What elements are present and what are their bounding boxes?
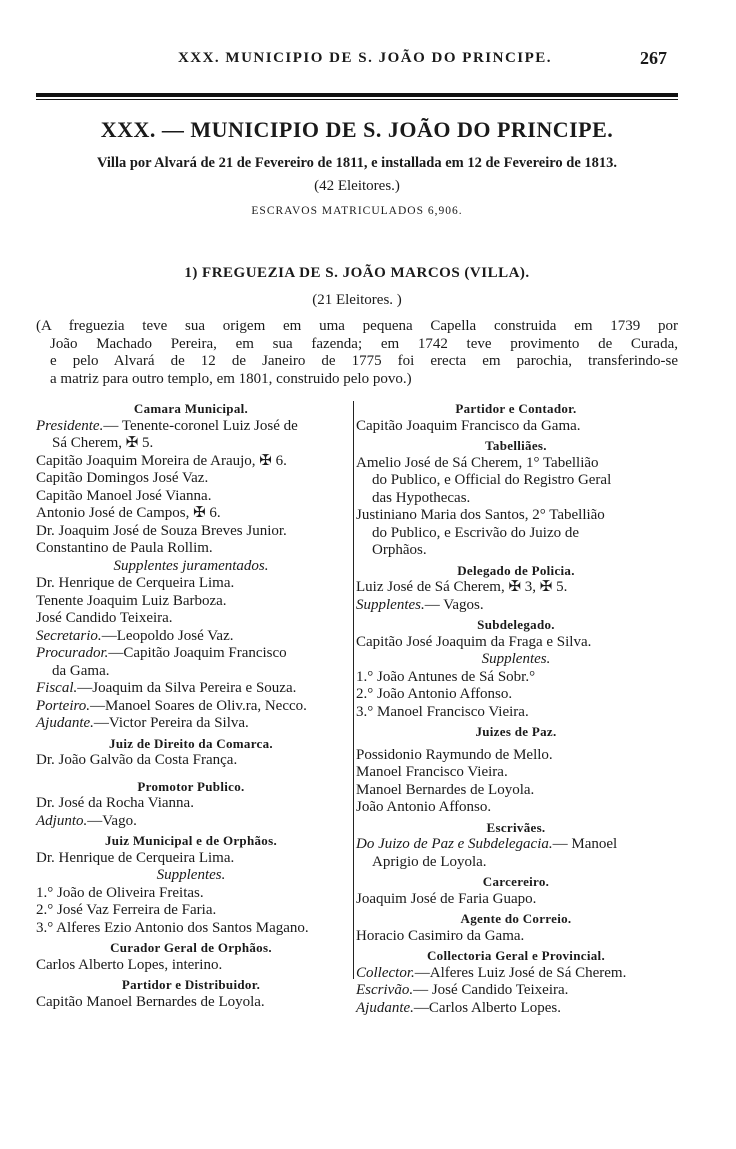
role-label: Procurador.: [36, 645, 109, 661]
section-heading-delegado: Delegado de Policia.: [457, 562, 575, 578]
member-line: Dr. Joaquim José de Souza Breves Junior.: [36, 522, 287, 539]
presidente-line: [36, 418, 346, 436]
section-heading-camara: Camara Municipal.: [133, 401, 249, 416]
freguezia-paragraph: [36, 318, 678, 388]
role-label: Presidente.: [36, 417, 104, 434]
header-rule-thick: [36, 93, 678, 97]
header-rule-thin: [36, 99, 678, 100]
member-line: Constantino de Paula Rollim.: [36, 540, 213, 556]
section-heading-carcereiro: Carcereiro.: [482, 874, 550, 889]
section-heading-tabelliaes: Tabelliães.: [485, 438, 547, 453]
member-line: Capitão Joaquim Moreira de Araujo, ✠ 6.: [36, 452, 287, 469]
role-label: Porteiro.: [36, 697, 91, 714]
role-label: Supplentes.: [356, 596, 425, 613]
ajudante-collectoria-line: [356, 1000, 676, 1018]
slaves-count: ESCRAVOS MATRICULADOS 6,906.: [251, 205, 463, 217]
tabelliao-line: do Publico, e Escrivão do Juizo de: [372, 524, 580, 541]
section-heading-juiz-municipal: Juiz Municipal e de Orphãos.: [105, 833, 277, 848]
supplente-line: Tenente Joaquim Luiz Barboza.: [36, 592, 227, 609]
role-text: —Vago.: [87, 812, 137, 829]
ajudante-line: [36, 715, 346, 733]
chapter-subtitle: Villa por Alvará de 21 de Fevereiro de 1811, e installada em 12 de Fevereiro de 1813.: [96, 155, 618, 171]
chapter-electors: (42 Eleitores.): [314, 178, 400, 194]
section-heading-collectoria: Collectoria Geral e Provincial.: [426, 948, 605, 963]
supplente-line: 1.° João Antunes de Sá Sobr.°: [356, 668, 536, 685]
juiz-paz-line: Possidonio Raymundo de Mello.: [356, 746, 553, 763]
supplente-line: 1.° João de Oliveira Freitas.: [36, 884, 204, 901]
running-header: XXX. MUNICIPIO DE S. JOÃO DO PRINCIPE.: [177, 50, 553, 66]
carcereiro-line: Joaquim José de Faria Guapo.: [356, 890, 537, 907]
supplente-line: José Candido Teixeira.: [36, 610, 173, 626]
role-text: — José Candido Teixeira.: [413, 982, 569, 998]
freguezia-heading: 1) FREGUEZIA DE S. JOÃO MARCOS (VILLA).: [184, 265, 530, 281]
tabelliao-line: do Publico, e Official do Registro Geral: [372, 472, 612, 488]
chapter-title: XXX. — MUNICIPIO DE S. JOÃO DO PRINCIPE.: [100, 117, 614, 142]
subdelegado-line: Capitão José Joaquim da Fraga e Silva.: [356, 633, 592, 650]
curador-line: Carlos Alberto Lopes, interino.: [36, 956, 223, 973]
page-number: 267: [640, 48, 667, 68]
juiz-paz-line: João Antonio Affonso.: [356, 799, 492, 815]
tabelliao-line: Justiniano Maria dos Santos, 2° Tabellião: [356, 507, 605, 523]
escrivao-line: [356, 982, 676, 1000]
juiz-paz-line: Manoel Francisco Vieira.: [356, 764, 508, 780]
role-text: — Manoel: [552, 836, 618, 852]
tabelliao-line: Orphãos.: [372, 542, 427, 558]
section-heading-supplentes: Supplentes juramentados.: [113, 557, 269, 574]
role-label: Fiscal.: [36, 680, 78, 696]
role-text: —Manoel Soares de Oliv.ra, Necco.: [90, 697, 307, 714]
member-line: Antonio José de Campos, ✠ 6.: [36, 505, 221, 521]
supplente-line: Dr. Henrique de Cerqueira Lima.: [36, 575, 235, 591]
section-heading-juiz-direito: Juiz de Direito da Comarca.: [109, 735, 273, 751]
member-line: Capitão Domingos José Vaz.: [36, 470, 209, 486]
role-label: Adjunto.: [36, 812, 88, 829]
presidente-cont: Sá Cherem, ✠ 5.: [52, 435, 154, 451]
role-text: —Leopoldo José Vaz.: [101, 627, 234, 644]
section-heading-juizes-paz: Juizes de Paz.: [475, 724, 557, 739]
supplente-line: 2.° João Antonio Affonso.: [356, 686, 513, 702]
right-column: [356, 398, 676, 1017]
juiz-municipal-line: Dr. Henrique de Cerqueira Lima.: [36, 849, 235, 866]
porteiro-line: [36, 698, 346, 716]
procurador-cont: da Gama.: [52, 662, 110, 679]
escrivaes-line: [356, 836, 676, 854]
procurador-line: [36, 645, 346, 663]
tabelliao-line: Amelio José de Sá Cherem, 1° Tabellião: [356, 454, 599, 471]
section-heading-escrivaes: Escrivães.: [486, 819, 546, 835]
paragraph-line: João Machado Pereira, em sua fazenda; em 1742 teve provimento de Curada,: [50, 335, 678, 352]
column-divider: [353, 401, 354, 979]
adjunto-line: [36, 813, 346, 831]
role-text: —Alferes Luiz José de Sá Cherem.: [414, 964, 627, 981]
section-heading-curador: Curador Geral de Orphãos.: [110, 940, 272, 955]
partidor-contador-line: Capitão Joaquim Francisco da Gama.: [356, 417, 581, 434]
section-heading-agente-correio: Agente do Correio.: [460, 911, 572, 926]
role-text: —Capitão Joaquim Francisco: [108, 645, 287, 661]
section-heading-subdelegado: Subdelegado.: [477, 617, 555, 632]
role-text: —Joaquim da Silva Pereira e Souza.: [77, 680, 297, 696]
role-label: Escrivão.: [356, 982, 414, 998]
delegado-supplentes-line: [356, 597, 676, 615]
section-heading-promotor: Promotor Publico.: [137, 778, 245, 794]
section-heading-supplentes-2: Supplentes.: [156, 867, 226, 883]
role-text: — Vagos.: [424, 596, 484, 613]
role-label: Do Juizo de Paz e Subdelegacia.: [356, 836, 553, 852]
juiz-direito-line: Dr. João Galvão da Costa França.: [36, 752, 238, 768]
juiz-paz-line: Manoel Bernardes de Loyola.: [356, 781, 535, 798]
freguezia-electors: (21 Eleitores. ): [312, 292, 402, 308]
role-text: — Tenente-coronel Luiz José de: [103, 417, 298, 434]
paragraph-line: e pelo Alvará de 12 de Janeiro de 1775 foi erecta em parochia, transferindo-se: [50, 353, 678, 369]
agente-correio-line: Horacio Casimiro da Gama.: [356, 927, 525, 944]
secretario-line: [36, 628, 346, 646]
section-heading-subdel-supplentes: Supplentes.: [481, 651, 551, 667]
tabelliao-line: das Hypothecas.: [372, 489, 471, 506]
supplente-line: 3.° Alferes Ezio Antonio dos Santos Magano.: [36, 919, 309, 936]
paragraph-line: (A freguezia teve sua origem em uma pequena Capella construida em 1739 por: [36, 318, 678, 334]
role-text: —Victor Pereira da Silva.: [93, 715, 249, 731]
section-heading-partidor-distribuidor: Partidor e Distribuidor.: [121, 977, 261, 992]
partidor-distribuidor-line: Capitão Manoel Bernardes de Loyola.: [36, 993, 265, 1010]
role-label: Secretario.: [36, 627, 102, 644]
role-label: Ajudante.: [36, 715, 94, 731]
role-text: —Carlos Alberto Lopes.: [413, 999, 561, 1016]
collector-line: [356, 965, 676, 983]
member-line: Capitão Manoel José Vianna.: [36, 487, 212, 504]
role-label: Ajudante.: [356, 999, 414, 1016]
escrivaes-cont: Aprigio de Loyola.: [372, 853, 487, 870]
promotor-line: Dr. José da Rocha Vianna.: [36, 795, 194, 811]
supplente-line: 2.° José Vaz Ferreira de Faria.: [36, 902, 217, 918]
fiscal-line: [36, 680, 346, 698]
delegado-line: Luiz José de Sá Cherem, ✠ 3, ✠ 5.: [356, 579, 568, 595]
left-column: [36, 398, 346, 1011]
paragraph-line: a matriz para outro templo, em 1801, construido pelo povo.): [50, 370, 412, 387]
section-heading-partidor-contador: Partidor e Contador.: [455, 401, 577, 416]
role-label: Collector.: [356, 964, 415, 981]
supplente-line: 3.° Manoel Francisco Vieira.: [356, 703, 529, 720]
